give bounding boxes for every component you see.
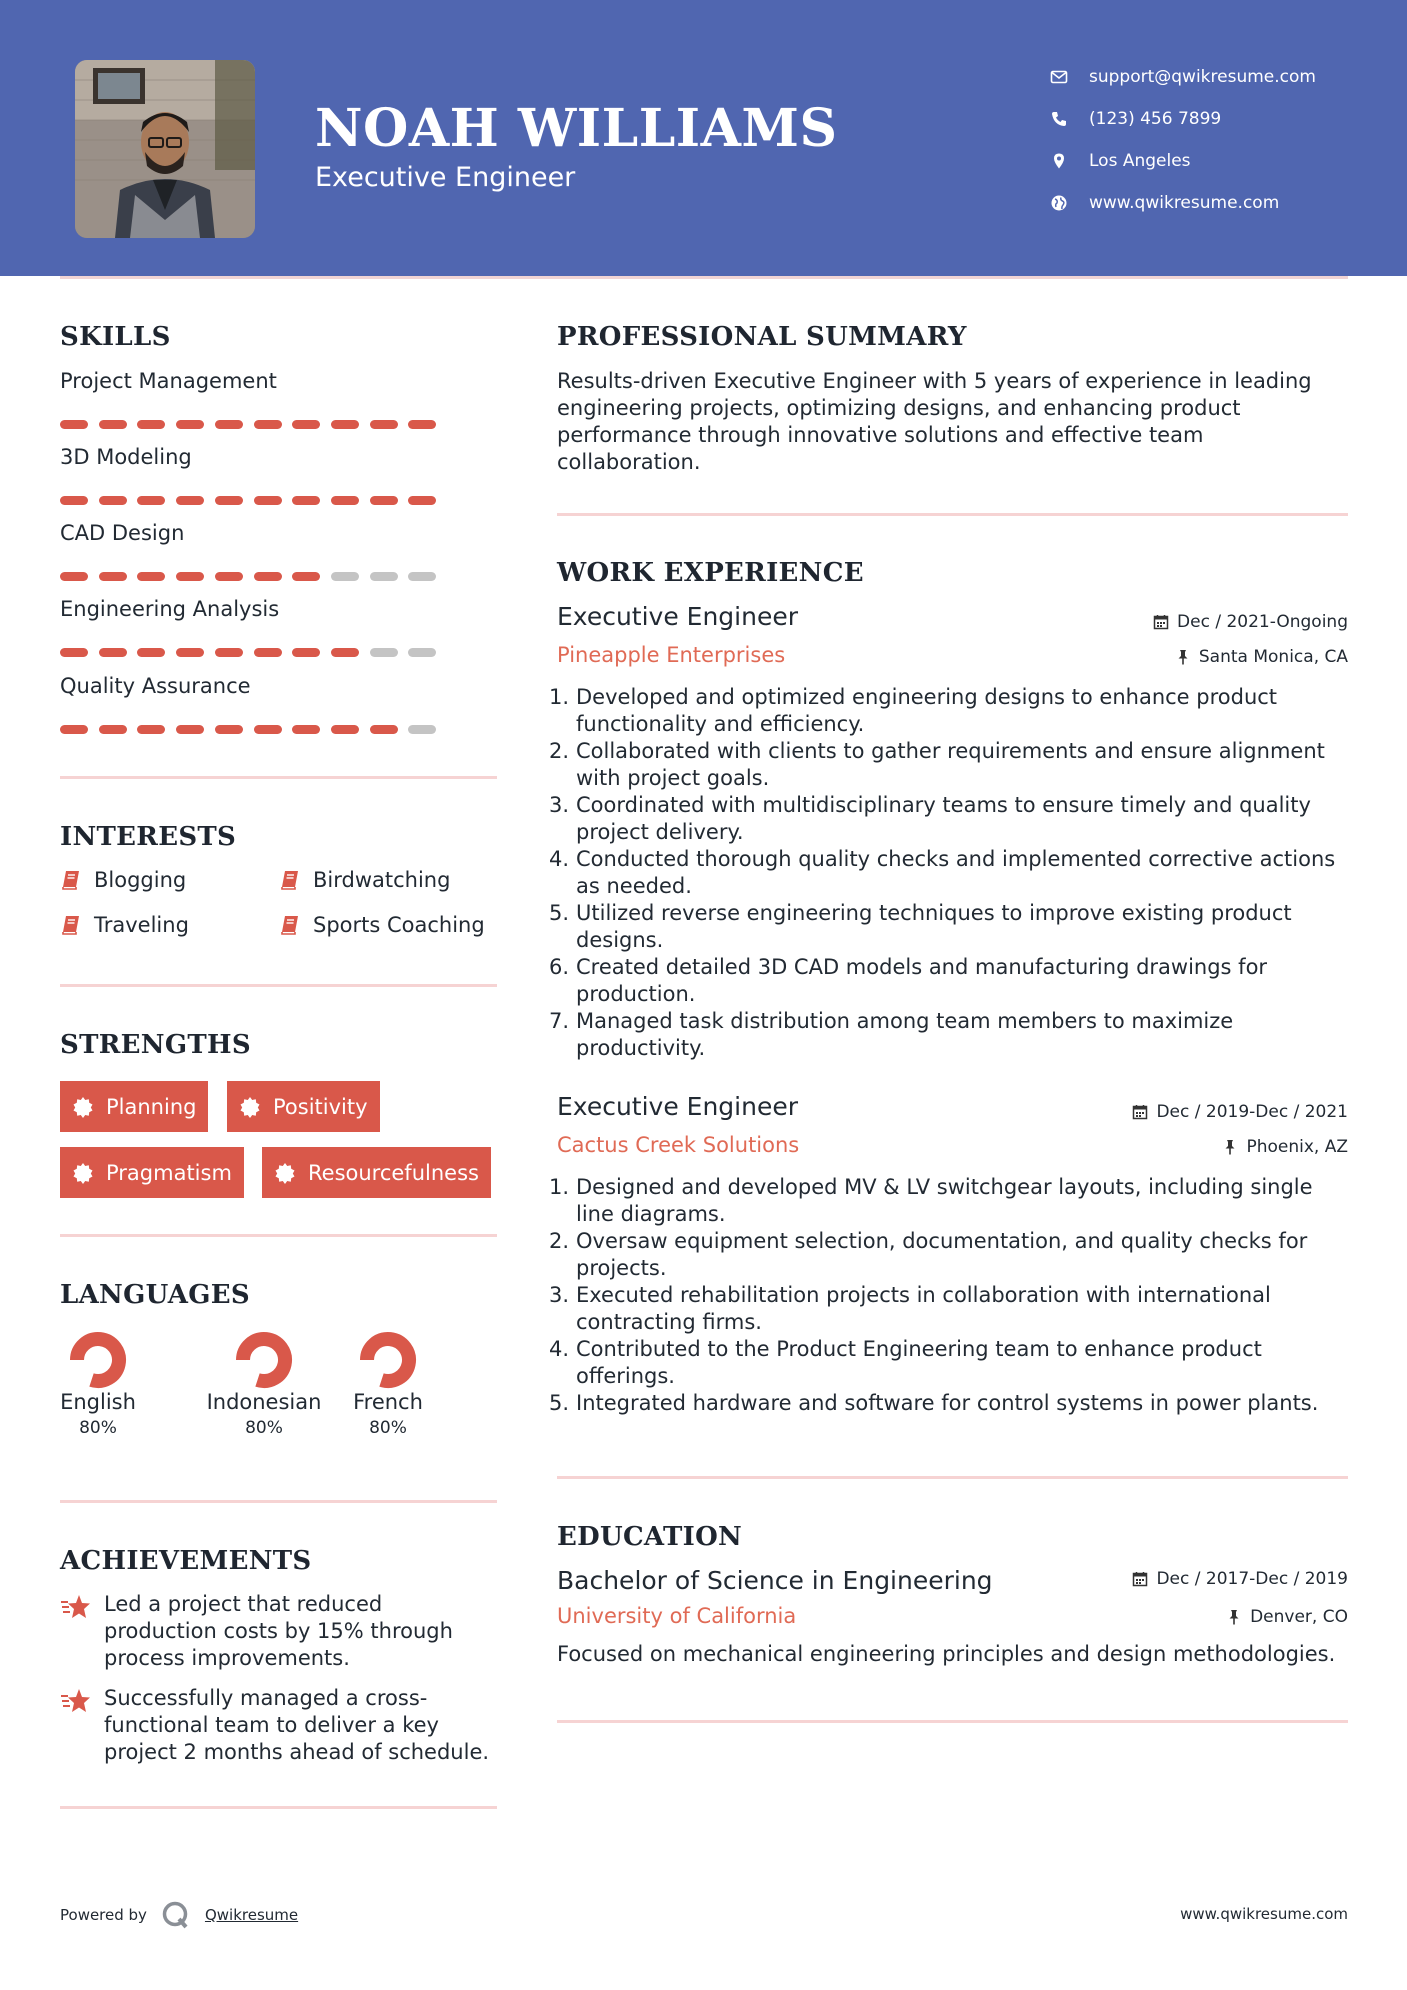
skill-dot bbox=[370, 725, 398, 734]
section-divider bbox=[557, 1720, 1348, 1723]
candidate-title: Executive Engineer bbox=[315, 162, 576, 193]
skill-dot bbox=[215, 572, 243, 581]
job-bullet: 5. Utilized reverse engineering techniques to improve existing product designs. bbox=[549, 901, 1292, 952]
skill-dot bbox=[215, 725, 243, 734]
job-bullet: 7. Managed task distribution among team members to maximize productivity. bbox=[549, 1009, 1234, 1060]
school-name: University of California bbox=[557, 1604, 797, 1628]
skill-dot bbox=[408, 420, 436, 429]
job-title: Executive Engineer bbox=[557, 602, 799, 631]
trophy-star-icon bbox=[60, 1593, 92, 1621]
skill-dot bbox=[99, 648, 127, 657]
book-icon bbox=[60, 869, 82, 891]
skill-dot bbox=[60, 496, 88, 505]
trophy-star-icon bbox=[60, 1687, 92, 1715]
company-name: Pineapple Enterprises bbox=[557, 643, 786, 667]
education-description: Focused on mechanical engineering principles and design methodologies. bbox=[557, 1642, 1336, 1666]
skill-dot bbox=[331, 420, 359, 429]
skill-dot bbox=[176, 572, 204, 581]
skill-cad-design: CAD Design bbox=[60, 518, 460, 581]
skill-dot bbox=[254, 725, 282, 734]
skill-level-dots bbox=[60, 496, 460, 505]
calendar-icon bbox=[1153, 614, 1169, 630]
book-icon bbox=[60, 914, 82, 936]
skill-dot bbox=[331, 496, 359, 505]
pushpin-icon bbox=[1175, 649, 1191, 665]
strength-tag: Pragmatism bbox=[60, 1147, 244, 1198]
header-divider bbox=[60, 276, 1348, 279]
achievements-heading: ACHIEVEMENTS bbox=[60, 1546, 312, 1576]
education-location: Denver, CO bbox=[1226, 1607, 1348, 1627]
interest-item: Traveling bbox=[60, 913, 189, 937]
badge-star-icon bbox=[72, 1162, 94, 1184]
profile-photo bbox=[75, 60, 255, 238]
qwikresume-logo-icon bbox=[161, 1900, 191, 1930]
job-location: Phoenix, AZ bbox=[1222, 1137, 1348, 1157]
skill-dot bbox=[176, 420, 204, 429]
skill-dot bbox=[292, 420, 320, 429]
job-bullet: 4. Conducted thorough quality checks and implemented corrective actions as needed. bbox=[549, 847, 1336, 898]
education-heading: EDUCATION bbox=[557, 1522, 743, 1552]
phone-icon bbox=[1050, 110, 1068, 128]
job-dates: Dec / 2019-Dec / 2021 bbox=[1132, 1102, 1348, 1122]
language-ring bbox=[234, 1330, 294, 1390]
skill-dot bbox=[176, 496, 204, 505]
pushpin-icon bbox=[1226, 1609, 1242, 1625]
skill-dot bbox=[370, 420, 398, 429]
skill-dot bbox=[215, 496, 243, 505]
education-dates: Dec / 2017-Dec / 2019 bbox=[1132, 1569, 1348, 1589]
skill-dot bbox=[408, 725, 436, 734]
skill-dot bbox=[99, 725, 127, 734]
language-progress-arc bbox=[243, 1339, 285, 1381]
header-banner bbox=[0, 0, 1407, 276]
contact-list bbox=[1050, 56, 1390, 224]
contact-email[interactable]: support@qwikresume.com bbox=[1050, 56, 1390, 98]
footer-branding bbox=[60, 1900, 298, 1930]
skill-dot bbox=[408, 572, 436, 581]
skill-dot bbox=[292, 496, 320, 505]
job-bullets bbox=[549, 1174, 1347, 1417]
contact-phone[interactable]: (123) 456 7899 bbox=[1050, 98, 1390, 140]
pushpin-icon bbox=[1222, 1139, 1238, 1155]
skill-dot bbox=[60, 420, 88, 429]
interest-item: Sports Coaching bbox=[279, 913, 485, 937]
achievement-item: Successfully managed a cross-functional team to deliver a key project 2 months ahead of schedule. bbox=[60, 1685, 500, 1766]
skill-dot bbox=[215, 648, 243, 657]
skill-dot bbox=[137, 725, 165, 734]
achievement-item: Led a project that reduced production costs by 15% through process improvements. bbox=[60, 1591, 500, 1672]
language-ring bbox=[358, 1330, 418, 1390]
skill-dot bbox=[408, 648, 436, 657]
badge-star-icon bbox=[239, 1096, 261, 1118]
skill-quality-assurance: Quality Assurance bbox=[60, 671, 460, 734]
skill-dot bbox=[292, 725, 320, 734]
book-icon bbox=[279, 869, 301, 891]
experience-heading: WORK EXPERIENCE bbox=[557, 558, 864, 588]
skill-dot bbox=[60, 725, 88, 734]
skill-dot bbox=[408, 496, 436, 505]
languages-heading: LANGUAGES bbox=[60, 1280, 250, 1310]
section-divider bbox=[60, 1234, 497, 1237]
language-progress-arc bbox=[77, 1339, 119, 1381]
language-french: French 80% bbox=[344, 1330, 432, 1438]
job-bullet: 2. Oversaw equipment selection, documentation, and quality checks for projects. bbox=[549, 1229, 1308, 1280]
badge-star-icon bbox=[274, 1162, 296, 1184]
skill-level-dots bbox=[60, 648, 460, 657]
job-location: Santa Monica, CA bbox=[1175, 647, 1348, 667]
job-bullet: 3. Coordinated with multidisciplinary teams to ensure timely and quality project delivery. bbox=[549, 793, 1311, 844]
book-icon bbox=[279, 914, 301, 936]
skill-dot bbox=[370, 572, 398, 581]
interest-item: Blogging bbox=[60, 868, 186, 892]
location-pin-icon bbox=[1050, 152, 1068, 170]
skill-dot bbox=[331, 648, 359, 657]
section-divider bbox=[60, 984, 497, 987]
section-divider bbox=[557, 513, 1348, 516]
skill-level-dots bbox=[60, 420, 460, 429]
skill-dot bbox=[331, 725, 359, 734]
strength-tag: Planning bbox=[60, 1081, 208, 1132]
section-divider bbox=[60, 776, 497, 779]
calendar-icon bbox=[1132, 1104, 1148, 1120]
envelope-icon bbox=[1050, 68, 1068, 86]
section-divider bbox=[60, 1806, 497, 1809]
skill-level-dots bbox=[60, 572, 460, 581]
job-bullet: 5. Integrated hardware and software for control systems in power plants. bbox=[549, 1391, 1319, 1415]
skill-dot bbox=[137, 496, 165, 505]
skill-dot bbox=[370, 648, 398, 657]
interest-item: Birdwatching bbox=[279, 868, 450, 892]
skill-dot bbox=[176, 648, 204, 657]
summary-heading: PROFESSIONAL SUMMARY bbox=[557, 322, 967, 352]
skill-dot bbox=[254, 420, 282, 429]
skill-dot bbox=[331, 572, 359, 581]
skill-dot bbox=[137, 572, 165, 581]
skill-dot bbox=[60, 648, 88, 657]
strengths-heading: STRENGTHS bbox=[60, 1030, 251, 1060]
job-bullet: 2. Collaborated with clients to gather requirements and ensure alignment with project goals. bbox=[549, 739, 1325, 790]
skill-dot bbox=[292, 648, 320, 657]
job-bullet: 4. Contributed to the Product Engineering team to enhance product offerings. bbox=[549, 1337, 1262, 1388]
company-name: Cactus Creek Solutions bbox=[557, 1133, 800, 1157]
job-title: Executive Engineer bbox=[557, 1092, 799, 1121]
skill-dot bbox=[215, 420, 243, 429]
contact-location: Los Angeles bbox=[1050, 140, 1390, 182]
skill-dot bbox=[99, 572, 127, 581]
powered-by-label: Powered by bbox=[60, 1906, 147, 1924]
skill-dot bbox=[60, 572, 88, 581]
skills-heading: SKILLS bbox=[60, 322, 171, 352]
language-indonesian: Indonesian 80% bbox=[200, 1330, 328, 1438]
language-progress-arc bbox=[367, 1339, 409, 1381]
skill-3d-modeling: 3D Modeling bbox=[60, 442, 460, 505]
interests-heading: INTERESTS bbox=[60, 822, 237, 852]
job-bullets bbox=[549, 684, 1347, 1062]
skill-dot bbox=[176, 725, 204, 734]
skill-dot bbox=[292, 572, 320, 581]
section-divider bbox=[557, 1476, 1348, 1479]
skill-dot bbox=[99, 496, 127, 505]
skill-dot bbox=[99, 420, 127, 429]
degree-title: Bachelor of Science in Engineering bbox=[557, 1566, 993, 1595]
language-english: English 80% bbox=[50, 1330, 146, 1438]
strength-tag: Resourcefulness bbox=[262, 1147, 491, 1198]
footer-website[interactable]: www.qwikresume.com bbox=[1180, 1905, 1348, 1923]
candidate-name: NOAH WILLIAMS bbox=[315, 98, 838, 159]
job-bullet: 1. Designed and developed MV & LV switchgear layouts, including single line diagrams. bbox=[549, 1175, 1313, 1226]
skill-level-dots bbox=[60, 725, 460, 734]
skill-dot bbox=[370, 496, 398, 505]
skill-dot bbox=[137, 420, 165, 429]
calendar-icon bbox=[1132, 1571, 1148, 1587]
job-dates: Dec / 2021-Ongoing bbox=[1153, 612, 1348, 632]
skill-dot bbox=[254, 496, 282, 505]
job-bullet: 1. Developed and optimized engineering designs to enhance product functionality and efficiency. bbox=[549, 685, 1278, 736]
summary-text: Results-driven Executive Engineer with 5 years of experience in leading engineering projects, optimizing designs, and enhancing product performance through innovative solutions and effective team collaboration. bbox=[557, 369, 1312, 474]
skill-project-management: Project Management bbox=[60, 366, 460, 429]
section-divider bbox=[60, 1500, 497, 1503]
skill-dot bbox=[254, 648, 282, 657]
skill-dot bbox=[254, 572, 282, 581]
language-ring bbox=[68, 1330, 128, 1390]
job-bullet: 3. Executed rehabilitation projects in collaboration with international contracting firms. bbox=[549, 1283, 1271, 1334]
qwikresume-link[interactable]: Qwikresume bbox=[204, 1906, 299, 1924]
badge-star-icon bbox=[72, 1096, 94, 1118]
skill-dot bbox=[137, 648, 165, 657]
globe-icon bbox=[1050, 194, 1068, 212]
contact-website[interactable]: www.qwikresume.com bbox=[1050, 182, 1390, 224]
skill-engineering-analysis: Engineering Analysis bbox=[60, 594, 460, 657]
job-bullet: 6. Created detailed 3D CAD models and manufacturing drawings for production. bbox=[549, 955, 1268, 1006]
strength-tag: Positivity bbox=[227, 1081, 380, 1132]
